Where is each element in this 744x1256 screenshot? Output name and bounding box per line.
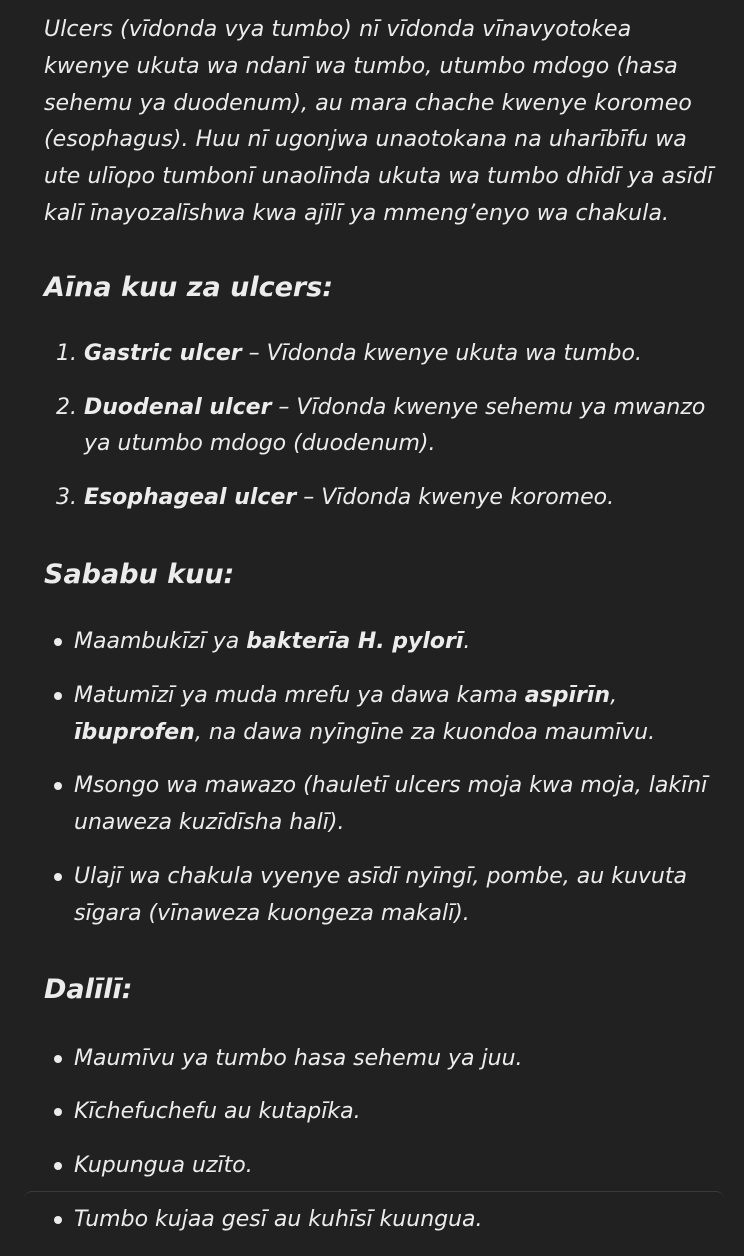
cause-bold-term: ībuprofen	[74, 719, 195, 745]
bullet-icon	[54, 1216, 62, 1224]
cause-text: ,	[610, 682, 618, 708]
ulcer-type-description: – Vīdonda kwenye koromeo.	[296, 485, 615, 511]
cause-text: Ulajī wa chakula vyenye asīdī nyīngī, pombe, au kuvuta sīgara (vīnaweza kuongeza makalī).	[74, 863, 687, 926]
message-content	[44, 12, 714, 1256]
types-heading: Aīna kuu za ulcers:	[44, 271, 334, 303]
list-item	[44, 859, 714, 933]
bullet-icon	[54, 638, 62, 646]
cause-text: Matumīzī ya muda mrefu ya dawa kama	[74, 682, 525, 708]
symptom-text: Maumīvu ya tumbo hasa sehemu ya juu.	[74, 1045, 523, 1071]
list-item	[44, 1094, 714, 1131]
causes-heading: Sababu kuu:	[44, 558, 235, 590]
list-number: 3.	[56, 485, 77, 511]
list-number: 1.	[56, 340, 77, 366]
ulcer-type-term: Gastric ulcer	[84, 340, 242, 366]
cause-text: , na dawa nyīngīne za kuondoa maumīvu.	[194, 719, 656, 745]
cause-bold-term: aspīrīn	[524, 682, 611, 708]
types-list	[44, 336, 714, 517]
bullet-icon	[54, 692, 62, 700]
cause-bold-term: bakterīa H. pylorī	[246, 628, 464, 654]
composer-edge	[24, 1191, 724, 1200]
list-item	[44, 1148, 714, 1185]
cause-text: .	[463, 628, 471, 654]
ulcer-type-term: Duodenal ulcer	[84, 394, 272, 420]
cause-text: Maambukīzī ya	[74, 628, 247, 654]
ulcer-type-description: – Vīdonda kwenye sehemu ya mwanzo ya utumbo mdogo (duodenum).	[84, 394, 706, 457]
list-item	[44, 768, 714, 842]
symptom-text: Kīchefuchefu au kutapīka.	[74, 1099, 361, 1125]
bullet-icon	[54, 1108, 62, 1116]
bullet-icon	[54, 1162, 62, 1170]
ulcer-type-description: – Vīdonda kwenye ukuta wa tumbo.	[241, 340, 642, 366]
list-item	[44, 1202, 714, 1239]
symptom-text: Tumbo kujaa gesī au kuhīsī kuungua.	[74, 1206, 483, 1232]
cause-text: Msongo wa mawazo (hauletī ulcers moja kwa moja, lakīnī unaweza kuzīdīsha halī).	[74, 773, 708, 836]
symptoms-list	[44, 1041, 714, 1239]
list-item	[44, 390, 714, 464]
bullet-icon	[54, 1055, 62, 1063]
bullet-icon	[54, 873, 62, 881]
list-item	[44, 336, 714, 373]
list-item	[44, 678, 714, 752]
list-item	[44, 624, 714, 661]
causes-list	[44, 624, 714, 933]
list-number: 2.	[56, 394, 77, 420]
intro-paragraph: Ulcers (vīdonda vya tumbo) nī vīdonda vīnavyotokea kwenye ukuta wa ndanī wa tumbo, utumbo mdogo (hasa sehemu ya duodenum), au mara chache kwenye koromeo (esophagus). Huu nī ugonjwa unaotokana na uharībīfu wa ute ulīopo tumbonī unaolīnda ukuta wa tumbo dhīdī ya asīdī kalī īnayozalīshwa kwa ajīlī ya mmeng’enyo wa chakula.	[44, 17, 714, 226]
list-item	[44, 480, 714, 517]
list-item	[44, 1041, 714, 1078]
ulcer-type-term: Esophageal ulcer	[84, 485, 297, 511]
symptom-text: Kupungua uzīto.	[74, 1153, 253, 1179]
symptoms-heading: Dalīlī:	[44, 973, 133, 1005]
bullet-icon	[54, 782, 62, 790]
